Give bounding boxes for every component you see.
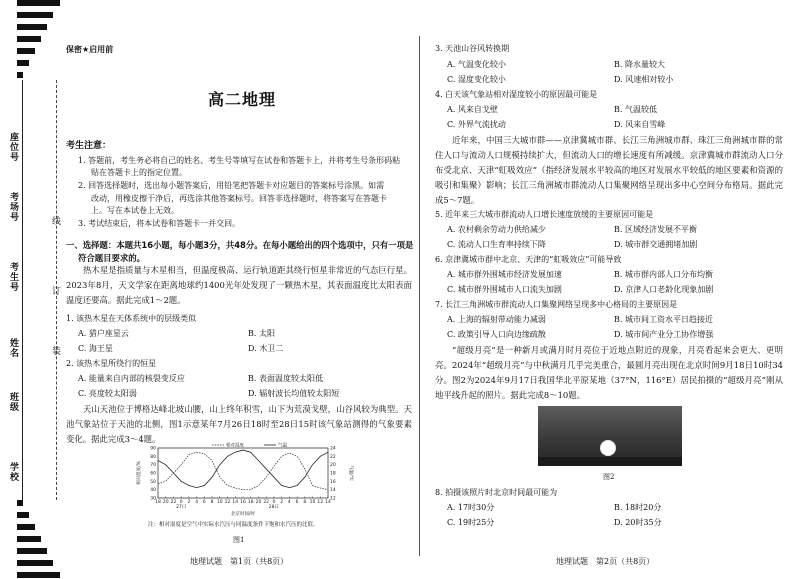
q8-option-a: A. 17时30分 [447,503,495,512]
x-tick-label: 20 [255,500,262,505]
q2-option-d: D. 辐射波长均值较太阳短 [248,389,340,398]
confidential-mark: 保密★启用前 [66,45,114,54]
binding-strip [0,0,60,579]
q2-option-a: A. 能量来自内部的核裂变反应 [78,374,185,383]
q4-option-b: B. 气温较低 [614,105,657,114]
section-heading: 一、选择题：本题共16小题，每小题3分，共48分。在每小题给出的四个选项中，只有一项是 [66,240,414,250]
legend-humidity-label: 相对湿度 [226,443,244,449]
cut-word-ding: 订 [50,286,60,296]
q5-option-d: D. 城市群交通拥堵加剧 [614,240,698,249]
x-tick-label: 22 [263,500,270,505]
q2-option-c: C. 亮度较太阳弱 [78,389,137,398]
x-tick-label: 6 [202,500,206,505]
y-left-tick-label: 40 [150,488,156,494]
passage-tianchi: 天山天池位于博格达峰北坡山腰，山上终年积雪，山下为荒漠戈壁，山谷风较为典型。天池气象站位于天池的北侧，图1示意某年7月26日18时至28日15时该气象站测得的气象要素变化。据此完成3～4题。 [66,404,412,444]
footer-page-2: 地理试题 第2页（共8页） [556,557,655,566]
question-2-stem: 2. 该热木星所绕行的恒星 [66,359,157,368]
name-label: 姓名 [8,338,18,358]
y-left-tick-label: 90 [150,446,156,452]
question-4-stem: 4. 白天该气象站相对湿度较小的原因最可能是 [435,90,598,99]
x-tick-label: 2 [280,500,284,505]
x-tick-label: 14 [325,500,331,505]
x-tick-label: 12 [317,500,324,505]
notice-line: 贴在答题卡上的指定位置。 [91,168,187,177]
passage-hot-jupiter: 热木星是指质量与木星相当，但温度极高、运行轨道距其绕行恒星非常近的气态巨行星。2023年8月，天文学家在距离地球约1400光年处发现了一颗热木星，其表面温度比太阳表面温度还要高。据此完成1～2题。 [66,265,412,305]
figure-1-caption: 图1 [233,536,245,544]
x-axis-label: 北京时间/时 [230,512,256,517]
q1-option-b: B. 太阳 [248,329,275,338]
q3-option-c: C. 湿度变化较小 [447,75,506,84]
q3-option-d: D. 风速相对较小 [614,75,674,84]
q5-option-c: C. 流动人口生育率持续下降 [447,240,546,249]
question-3-stem: 3. 天池山谷风转换期 [435,44,510,53]
q6-option-c: C. 城市群外围城市人口流失加剧 [447,285,562,294]
x-tick-label: 20 [162,500,169,505]
cut-word-zhuang: 装 [50,346,60,356]
supermoon-photo [538,406,682,466]
q5-option-b: B. 区域经济发展不平衡 [614,225,697,234]
y-right-tick-label: 24 [330,446,336,452]
y-left-tick-label: 50 [150,479,156,485]
q3-option-b: B. 降水量较大 [614,60,665,69]
q1-option-d: D. 木卫二 [248,344,284,353]
y-left-tick-label: 80 [150,454,156,460]
y-right-tick-label: 14 [330,488,336,494]
moon-icon [600,440,616,456]
y-left-axis-label: 相对湿度/% [137,461,142,485]
page-divider [419,36,420,556]
school-label: 学校 [8,462,18,482]
section-heading-cont: 符合题目要求的。 [78,253,145,263]
q4-option-a: A. 风来自戈壁 [447,105,498,114]
y-right-tick-label: 16 [330,479,336,485]
y-left-tick-label: 60 [150,471,156,477]
question-7-stem: 7. 长江三角洲城市群流动人口集聚网络呈现多中心格局的主要原因是 [435,300,678,309]
question-5-stem: 5. 近年来三大城市群流动人口增长速度放缓的主要原因可能是 [435,210,654,219]
q3-option-a: A. 气温变化较小 [447,60,506,69]
x-tick-label: 12 [224,500,231,505]
cut-word-xian: 线 [50,216,60,226]
x-tick-label: 10 [216,500,223,505]
notice-heading: 考生注意： [66,141,112,151]
figure-2-caption: 图2 [603,473,615,481]
notice-line: 3. 考试结束后，将本试卷和答题卡一并交回。 [78,219,241,228]
y-right-tick-label: 18 [330,471,336,477]
passage-supermoon: “超级月亮”是一种新月或满月时月亮位于近地点附近的现象，月亮看起来会更大、更明亮。2024年“超级月亮”与中秋满月几乎完美重合，最圆月亮出现在北京时间9月18日10时34分。图2为2024年9月17日我国华北平原某地（37°N，116°E）居民拍摄的“超级月亮”刚从地平线升起的照片。据此完成8～10题。 [435,345,783,400]
y-left-tick-label: 30 [150,496,156,502]
chart-note: 注：相对湿度是空气中实际水汽压与同温度条件下饱和水汽压的比值。 [148,522,319,528]
notice-line: 2. 回答选择题时，选出每小题答案后，用铅笔把答题卡对应题目的答案标号涂黑。如需 [78,181,385,190]
class-label: 班级 [8,392,18,412]
x-tick-label: 6 [295,500,299,505]
y-right-tick-label: 22 [330,454,336,460]
temperature-series-line [158,450,328,488]
notice-line: 改动，用橡皮擦干净后，再选涂其他答案标号。回答非选择题时，将答案写在答题卡 [91,194,387,203]
y-right-tick-label: 20 [330,463,336,469]
horizon-silhouette [538,457,682,466]
x-tick-label: 8 [210,500,214,505]
notice-line: 1. 答题前，考生务必将自己的姓名、考生号等填写在试卷和答题卡上，并将考生号条形码粘 [78,156,401,165]
day-label: 27日 [176,505,187,510]
x-tick-label: 22 [170,500,177,505]
q7-option-b: B. 城市间工资水平日趋接近 [614,315,713,324]
candidate-number-label: 考生号 [8,262,18,292]
q6-option-a: A. 城市群外围城市经济发展加速 [447,270,562,279]
q2-option-b: B. 表面温度较太阳低 [248,374,323,383]
question-8-stem: 8. 拍摄该照片时北京时间最可能为 [435,488,558,497]
q8-option-d: D. 20时35分 [614,518,662,527]
footer-page-1: 地理试题 第1页（共8页） [190,557,289,566]
x-tick-label: 4 [195,500,199,505]
q7-option-c: C. 政策引导人口向边缘疏散 [447,330,546,339]
q1-option-c: C. 海王星 [78,344,113,353]
x-tick-label: 0 [179,500,183,505]
seat-number-label: 座位号 [8,132,18,162]
x-tick-label: 16 [240,500,246,505]
field-line [22,80,23,500]
q8-option-b: B. 18时20分 [614,503,662,512]
q5-option-a: A. 农村剩余劳动力供给减少 [447,225,546,234]
q8-option-c: C. 19时25分 [447,518,495,527]
x-tick-label: 0 [272,500,276,505]
day-label: 28日 [268,505,280,510]
x-tick-label: 2 [187,500,191,505]
y-left-tick-label: 70 [150,463,156,469]
legend-temperature-label: 气温 [278,443,287,449]
q6-option-d: D. 京津人口老龄化现象加剧 [614,285,714,294]
humidity-series-line [158,452,328,490]
exam-room-label: 考场号 [8,192,18,222]
x-tick-label: 14 [232,500,239,505]
y-right-axis-label: 气温/℃ [348,465,353,481]
question-1-stem: 1. 该热木星在天体系统中的层级类似 [66,314,197,323]
notice-line: 上。写在本试卷上无效。 [91,206,179,215]
x-tick-label: 10 [309,500,316,505]
q7-option-d: D. 城市间产业分工协作增强 [614,330,714,339]
question-6-stem: 6. 京津冀城市群中北京、天津的“虹吸效应”可能导致 [435,255,622,264]
q4-option-d: D. 风来自雪峰 [614,120,666,129]
q6-option-b: B. 城市群内部人口分布均衡 [614,270,713,279]
passage-city-clusters: 近年来，中国三大城市群——京津冀城市群、长江三角洲城市群、珠江三角洲城市群的常住人口与流动人口规模持续扩大，但流动人口的增长速度有所减缓。京津冀城市群流动人口分布受北京、天津“虹吸效应”（指经济发展水平较高的地区对发展水平较低的地区要素和资源的吸引和集聚）影响；长江三角洲城市群流动人口集聚网络呈现出多中心空间分布格局。据此完成5～7题。 [435,135,783,205]
x-tick-label: 4 [287,500,291,505]
x-tick-label: 8 [303,500,307,505]
x-tick-label: 18 [247,500,254,505]
x-tick-label: 18 [155,500,161,505]
page-title: 高二地理 [208,90,277,109]
q7-option-a: A. 上海的辐射带动能力减弱 [447,315,546,324]
y-right-tick-label: 12 [330,496,336,502]
q1-option-a: A. 猎户座星云 [78,329,129,338]
q4-option-c: C. 外界气流扰动 [447,120,506,129]
